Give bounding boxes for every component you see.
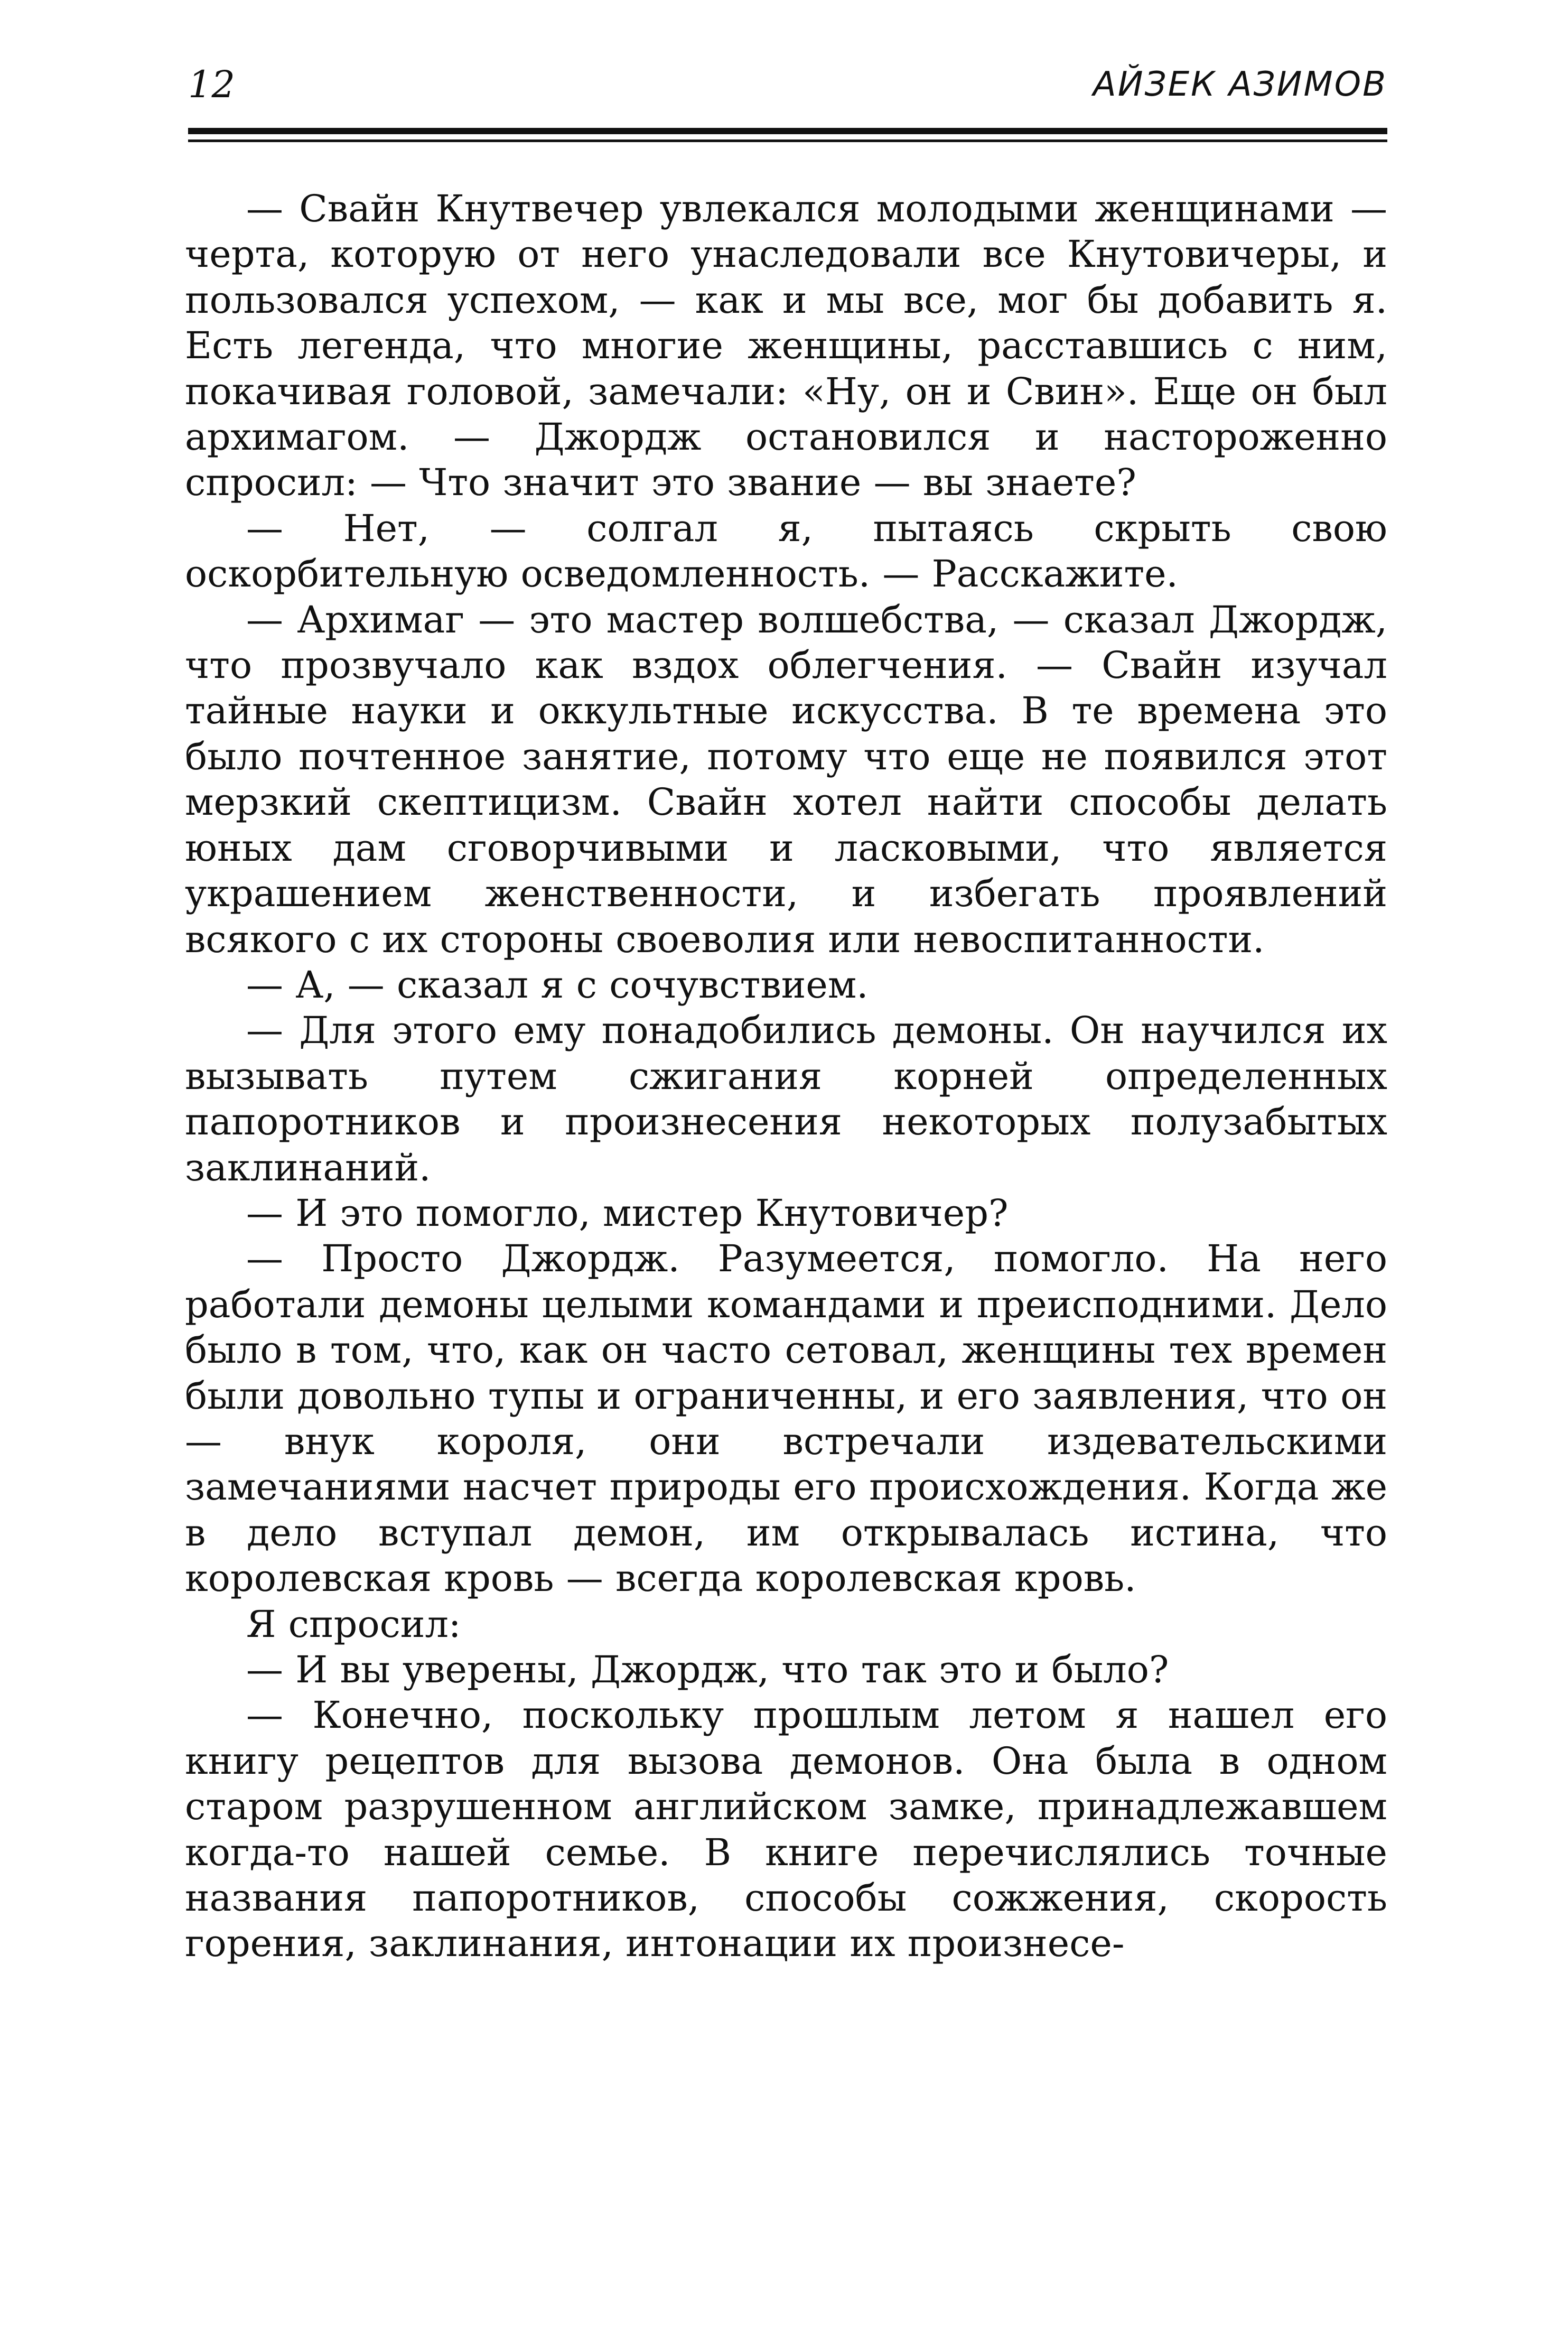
page-header — [188, 58, 1387, 111]
header-rule-thick — [188, 128, 1387, 134]
paragraph: — Конечно, поскольку прошлым летом я нашел его книгу рецептов для вызова демонов. Она была в одном старом разрушенном английском замке, принадлежавшем когда-то нашей семье. В книге перечислялись точные названия папоротников, способы сожжения, скорость горения, заклинания, интонации их произнесе- — [185, 1693, 1387, 1966]
paragraph: — Свайн Кнутвечер увлекался молодыми женщинами — черта, которую от него унаследовали все Кнутовичеры, и пользовался успехом, — как и мы все, мог бы добавить я. Есть легенда, что многие женщины, расставшись с ним, покачивая головой, замечали: «Ну, он и Свин». Еще он был архимагом. — Джордж остановился и настороженно спросил: — Что значит это звание — вы знаете? — [185, 187, 1387, 505]
paragraph: — И это помогло, мистер Кнутовичер? — [246, 1191, 1009, 1235]
header-rule-thin — [188, 139, 1387, 142]
paragraph: — Архимаг — это мастер волшебства, — сказал Джордж, что прозвучало как вздох облегчения. — Свайн изучал тайные науки и оккультные искусства. В те времена это было почтенное занятие, потому что еще не появился этот мерзкий скептицизм. Свайн хотел найти способы делать юных дам сговорчивыми и ласковыми, что является украшением женственности, и избегать проявлений всякого с их стороны своеволия или невоспитанности. — [185, 598, 1387, 961]
page-number: 12 — [188, 63, 236, 106]
paragraph: — Нет, — солгал я, пытаясь скрыть свою оскорбительную осведомленность. — Расскажите. — [185, 506, 1387, 596]
running-title: АЙЗЕК АЗИМОВ — [1093, 65, 1387, 104]
paragraph: — И вы уверены, Джордж, что так это и было? — [246, 1648, 1169, 1691]
paragraph: Я спросил: — [246, 1602, 461, 1646]
paragraph: — Просто Джордж. Разумеется, помогло. На него работали демоны целыми командами и преисподними. Дело было в том, что, как он часто сетовал, женщины тех времен были довольно тупы и ограниченны, и его заявления, что он — внук короля, они встречали издевательскими замечаниями насчет природы его происхождения. Когда же в дело вступал демон, им открывалась истина, что королевская кровь — всегда королевская кровь. — [185, 1237, 1387, 1600]
paragraph: — А, — сказал я с сочувствием. — [246, 963, 869, 1007]
text-body — [185, 186, 1387, 1967]
paragraph: — Для этого ему понадобились демоны. Он научился их вызывать путем сжигания корней определенных папоротников и произнесения некоторых полузабытых заклинаний. — [185, 1009, 1387, 1189]
